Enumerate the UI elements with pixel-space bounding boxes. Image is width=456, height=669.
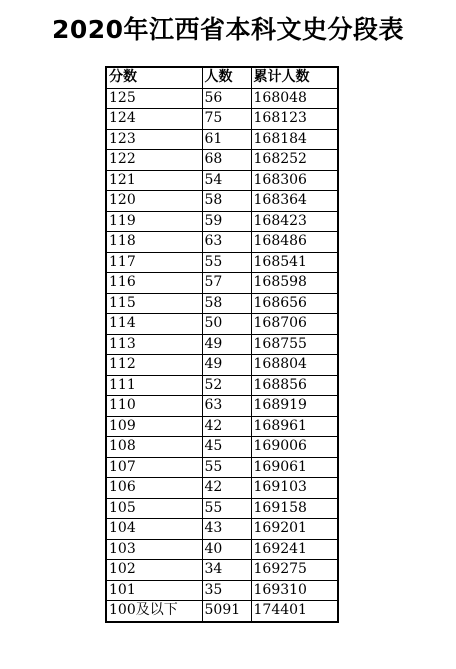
cell-score: 103 (106, 539, 202, 560)
cell-count: 49 (202, 355, 251, 376)
cell-score: 111 (106, 375, 202, 396)
cell-cumulative: 168306 (251, 170, 338, 191)
cell-count: 49 (202, 334, 251, 355)
cell-score: 113 (106, 334, 202, 355)
cell-count: 5091 (202, 601, 251, 622)
table-row (106, 355, 338, 376)
table-row (106, 457, 338, 478)
cell-count: 45 (202, 437, 251, 458)
cell-score: 122 (106, 150, 202, 171)
cell-score: 117 (106, 252, 202, 273)
cell-cumulative: 169061 (251, 457, 338, 478)
cell-score: 109 (106, 416, 202, 437)
table-row (106, 109, 338, 130)
cell-score: 123 (106, 129, 202, 150)
cell-score: 119 (106, 211, 202, 232)
cell-score: 105 (106, 498, 202, 519)
cell-count: 52 (202, 375, 251, 396)
cell-cumulative: 169275 (251, 560, 338, 581)
cell-count: 63 (202, 232, 251, 253)
cell-cumulative: 168706 (251, 314, 338, 335)
cell-count: 55 (202, 457, 251, 478)
cell-score: 118 (106, 232, 202, 253)
cell-score: 121 (106, 170, 202, 191)
cell-score: 102 (106, 560, 202, 581)
table-row (106, 396, 338, 417)
table-row (106, 416, 338, 437)
cell-cumulative: 169006 (251, 437, 338, 458)
cell-cumulative: 169158 (251, 498, 338, 519)
cell-score: 110 (106, 396, 202, 417)
table-row (106, 129, 338, 150)
cell-cumulative: 168364 (251, 191, 338, 212)
cell-score: 100及以下 (106, 601, 202, 622)
cell-count: 54 (202, 170, 251, 191)
table-header-row (106, 67, 338, 88)
table-row (106, 293, 338, 314)
table-row (106, 211, 338, 232)
cell-count: 42 (202, 416, 251, 437)
cell-count: 40 (202, 539, 251, 560)
cell-cumulative: 168048 (251, 88, 338, 109)
cell-cumulative: 169310 (251, 580, 338, 601)
table-row (106, 375, 338, 396)
cell-score: 115 (106, 293, 202, 314)
cell-score: 120 (106, 191, 202, 212)
cell-count: 35 (202, 580, 251, 601)
table-row (106, 252, 338, 273)
cell-score: 108 (106, 437, 202, 458)
cell-count: 55 (202, 252, 251, 273)
cell-count: 59 (202, 211, 251, 232)
cell-count: 43 (202, 519, 251, 540)
table-row (106, 273, 338, 294)
cell-count: 55 (202, 498, 251, 519)
cell-count: 34 (202, 560, 251, 581)
table-row (106, 478, 338, 499)
cell-cumulative: 168961 (251, 416, 338, 437)
header-cumulative: 累计人数 (251, 67, 338, 88)
table-row (106, 519, 338, 540)
cell-count: 42 (202, 478, 251, 499)
table-row (106, 580, 338, 601)
cell-count: 56 (202, 88, 251, 109)
header-count: 人数 (202, 67, 251, 88)
cell-cumulative: 168252 (251, 150, 338, 171)
cell-score: 112 (106, 355, 202, 376)
header-score: 分数 (106, 67, 202, 88)
cell-score: 125 (106, 88, 202, 109)
table-row (106, 88, 338, 109)
cell-cumulative: 168184 (251, 129, 338, 150)
cell-cumulative: 168856 (251, 375, 338, 396)
table-row (106, 601, 338, 622)
table-row (106, 437, 338, 458)
cell-cumulative: 168919 (251, 396, 338, 417)
cell-score: 124 (106, 109, 202, 130)
cell-score: 114 (106, 314, 202, 335)
cell-cumulative: 168656 (251, 293, 338, 314)
table-row (106, 539, 338, 560)
cell-count: 68 (202, 150, 251, 171)
table-row (106, 170, 338, 191)
cell-score: 116 (106, 273, 202, 294)
cell-count: 61 (202, 129, 251, 150)
cell-cumulative: 168123 (251, 109, 338, 130)
table-row (106, 150, 338, 171)
cell-score: 101 (106, 580, 202, 601)
table-row (106, 498, 338, 519)
table-row (106, 334, 338, 355)
cell-score: 106 (106, 478, 202, 499)
table-row (106, 560, 338, 581)
cell-count: 63 (202, 396, 251, 417)
cell-count: 75 (202, 109, 251, 130)
cell-count: 57 (202, 273, 251, 294)
cell-cumulative: 169241 (251, 539, 338, 560)
cell-count: 58 (202, 293, 251, 314)
table-row (106, 314, 338, 335)
cell-cumulative: 168423 (251, 211, 338, 232)
table-row (106, 232, 338, 253)
cell-cumulative: 174401 (251, 601, 338, 622)
cell-cumulative: 168486 (251, 232, 338, 253)
cell-count: 58 (202, 191, 251, 212)
cell-score: 104 (106, 519, 202, 540)
page-title: 2020年江西省本科文史分段表 (51, 15, 405, 44)
cell-cumulative: 168598 (251, 273, 338, 294)
cell-cumulative: 168804 (251, 355, 338, 376)
cell-cumulative: 169103 (251, 478, 338, 499)
cell-cumulative: 168541 (251, 252, 338, 273)
score-distribution-table (105, 66, 339, 623)
cell-cumulative: 169201 (251, 519, 338, 540)
table-row (106, 191, 338, 212)
cell-score: 107 (106, 457, 202, 478)
cell-count: 50 (202, 314, 251, 335)
cell-cumulative: 168755 (251, 334, 338, 355)
table-body (106, 88, 338, 622)
